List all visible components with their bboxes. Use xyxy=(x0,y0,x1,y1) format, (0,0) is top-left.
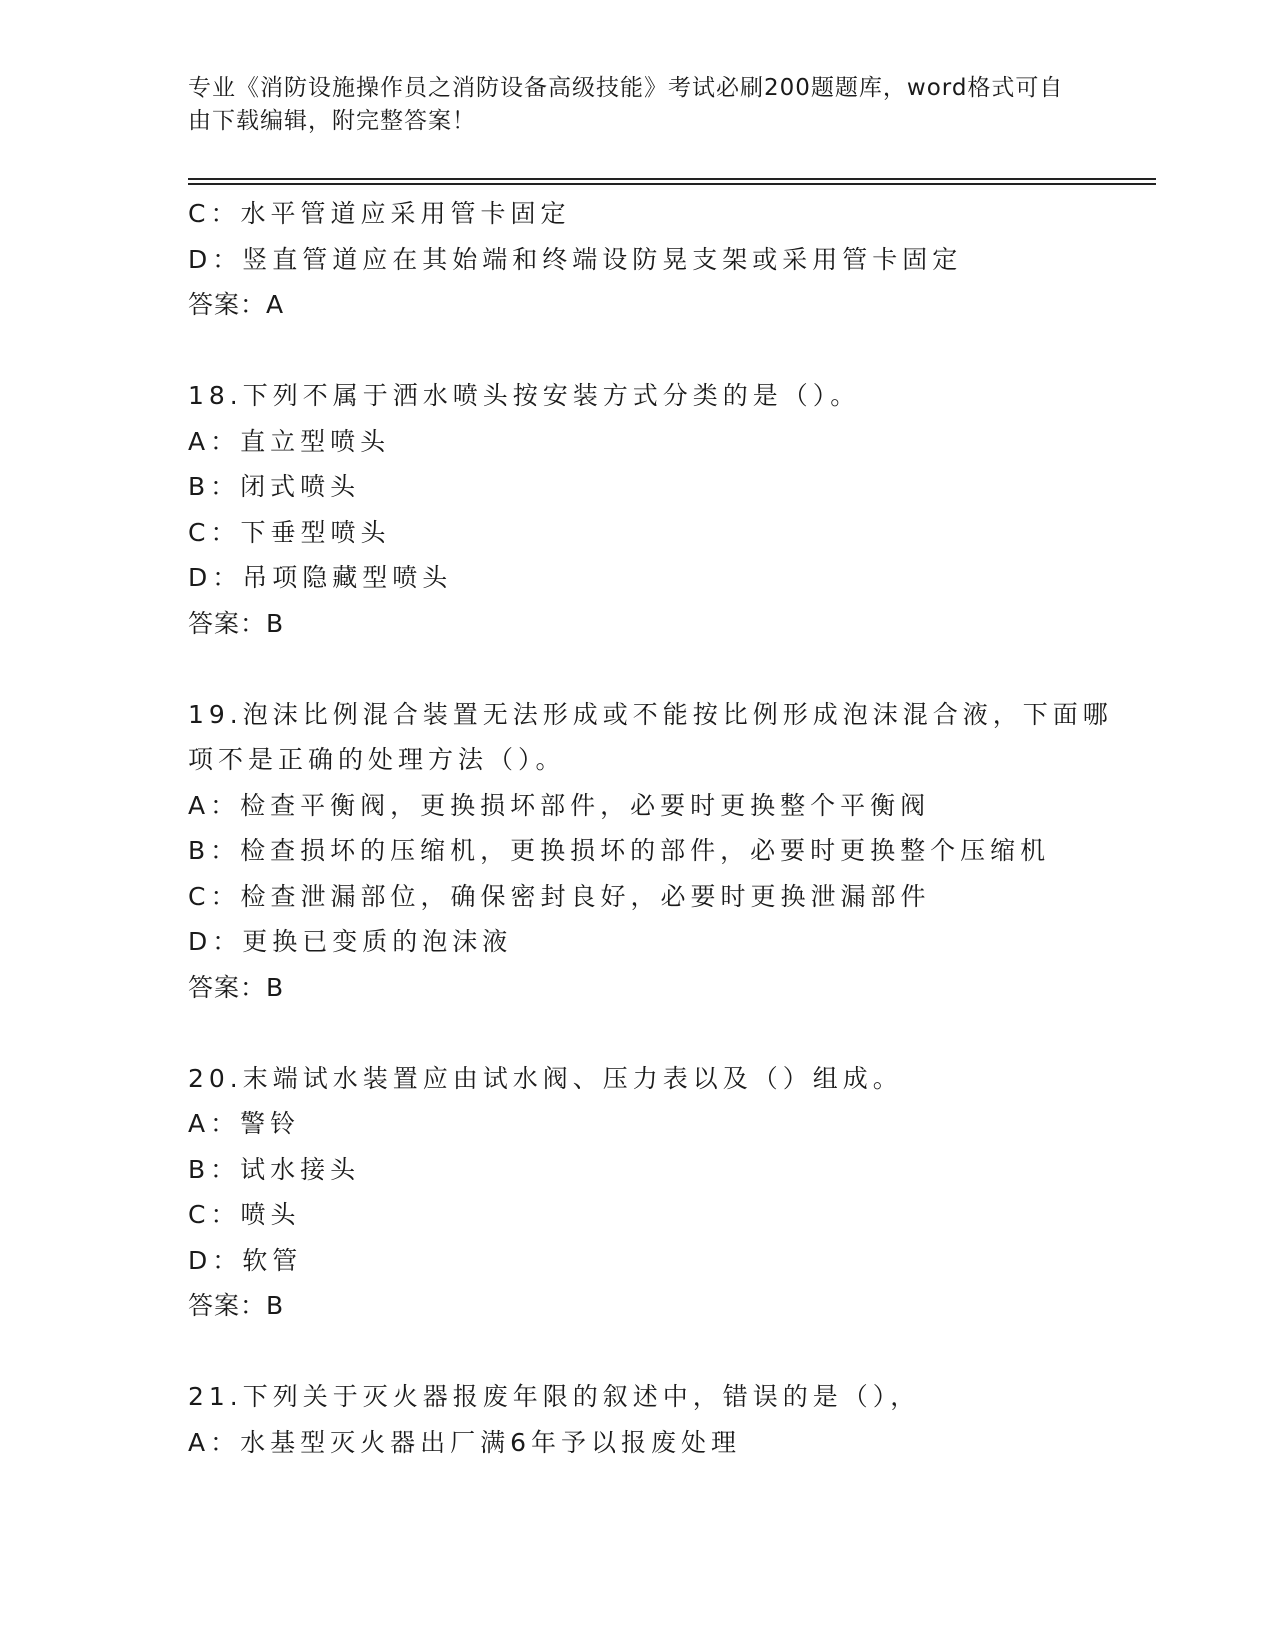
spacer xyxy=(188,328,1148,374)
question-19-line-2: 项不是正确的处理方法（）。 xyxy=(188,745,566,774)
question-list xyxy=(188,191,1148,1465)
option-b: B：闭式喷头 xyxy=(188,472,361,501)
option-d: D：吊项隐藏型喷头 xyxy=(188,563,453,592)
answer-line: 答案：B xyxy=(188,608,285,638)
option-a: A：水基型灭火器出厂满6年予以报废处理 xyxy=(188,1427,742,1457)
option-a: A：检查平衡阀，更换损坏部件，必要时更换整个平衡阀 xyxy=(188,790,931,820)
answer-line: 答案：B xyxy=(188,972,285,1002)
option-c: C：下垂型喷头 xyxy=(188,517,391,547)
answer-line: 答案：A xyxy=(188,290,285,319)
option-b: B：试水接头 xyxy=(188,1154,361,1184)
option-d: D：竖直管道应在其始端和终端设防晃支架或采用管卡固定 xyxy=(188,244,963,274)
option-c: C：水平管道应采用管卡固定 xyxy=(188,199,571,228)
option-d: D：软管 xyxy=(188,1245,303,1275)
answer-line: 答案：B xyxy=(188,1291,285,1320)
option-c: C：检查泄漏部位，确保密封良好，必要时更换泄漏部件 xyxy=(188,881,931,911)
option-d: D：更换已变质的泡沫液 xyxy=(188,927,513,956)
spacer xyxy=(188,646,1148,692)
question-20: 20.末端试水装置应由试水阀、压力表以及（）组成。 xyxy=(188,1063,903,1093)
question-21: 21.下列关于灭火器报废年限的叙述中，错误的是（）， xyxy=(188,1382,921,1411)
spacer xyxy=(188,1010,1148,1056)
question-18: 18.下列不属于洒水喷头按安装方式分类的是（）。 xyxy=(188,381,861,410)
option-c: C：喷头 xyxy=(188,1200,301,1229)
option-a: A：直立型喷头 xyxy=(188,426,391,456)
option-b: B：检查损坏的压缩机，更换损坏的部件，必要时更换整个压缩机 xyxy=(188,836,1051,865)
document-header: 专业《消防设施操作员之消防设备高级技能》考试必刷200题题库，word格式可自由下载编辑，附完整答案！ xyxy=(188,75,1064,134)
option-a: A：警铃 xyxy=(188,1109,301,1138)
header-divider-top xyxy=(188,178,1156,180)
question-19-line-1: 19.泡沫比例混合装置无法形成或不能按比例形成泡沫混合液，下面哪 xyxy=(188,699,1113,729)
spacer xyxy=(188,1329,1148,1375)
header-divider-bottom xyxy=(188,183,1156,185)
